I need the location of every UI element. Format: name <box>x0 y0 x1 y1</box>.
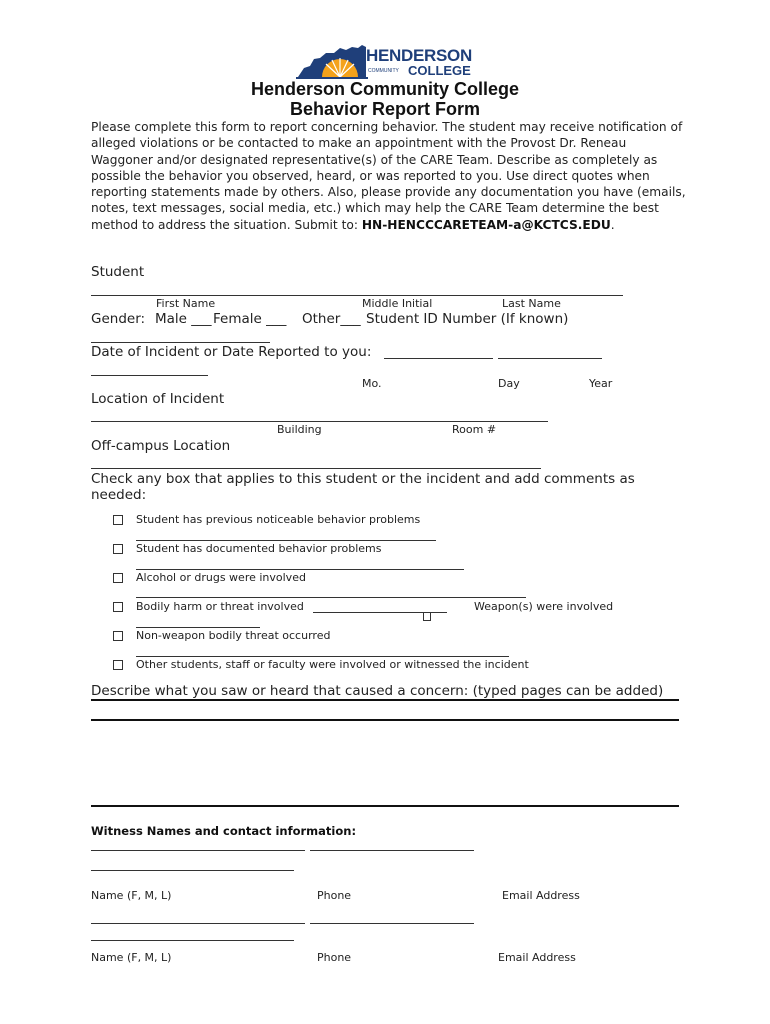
intro-paragraph <box>91 119 691 233</box>
checkbox-alcohol-drugs-label: Alcohol or drugs were involved <box>136 571 306 584</box>
student-name-line[interactable] <box>91 295 623 296</box>
checkbox-previous-behavior[interactable] <box>113 515 123 525</box>
month-caption: Mo. <box>362 377 382 390</box>
witness-label: Witness Names and contact information: <box>91 824 357 838</box>
witness1-phone-caption: Phone <box>317 889 352 902</box>
checkbox-documented-behavior[interactable] <box>113 544 123 554</box>
witness1-name-caption: Name (F, M, L) <box>91 889 172 902</box>
intro-text: Please complete this form to report concerning behavior. The student may receive notification of alleged violations or be contacted to make an appointment with the Provost Dr. Reneau Waggoner and/or designated representative(s) of the CARE Team. Describe as completely as possible the behavior you observed, heard, or was reported to you. Use direct quotes when reporting statements made by others. Also, please provide any documentation you have (emails, notes, text messages, social media, etc.) which may help the CARE Team determine the best method to address the situation. Submit to: <box>91 120 686 232</box>
checkbox-alcohol-drugs[interactable] <box>113 573 123 583</box>
location-line[interactable] <box>91 421 548 422</box>
comment-line-1[interactable] <box>136 540 436 541</box>
offcampus-line[interactable] <box>91 468 541 469</box>
student-label: Student <box>91 264 145 280</box>
logo-wordmark-top: HENDERSON <box>366 46 472 65</box>
describe-line-2[interactable] <box>91 719 679 721</box>
page-subtitle: Behavior Report Form <box>289 99 481 119</box>
comment-line-3[interactable] <box>136 597 526 598</box>
logo-wordmark-bottom: COLLEGE <box>408 63 471 78</box>
checkbox-documented-behavior-label: Student has documented behavior problems <box>136 542 382 555</box>
comment-line-4[interactable] <box>136 627 260 628</box>
checkbox-others-involved-label: Other students, staff or faculty were involved or witnessed the incident <box>136 658 529 671</box>
gender-female-option[interactable]: Female ___ <box>213 311 287 327</box>
describe-line-1[interactable] <box>91 699 679 701</box>
page-title: Henderson Community College <box>250 79 520 99</box>
last-name-caption: Last Name <box>502 297 561 310</box>
checkbox-weapon[interactable] <box>423 612 431 621</box>
student-id-label: Student ID Number (If known) <box>366 311 569 327</box>
checkbox-bodily-harm[interactable] <box>113 602 123 612</box>
student-id-line[interactable] <box>91 342 270 343</box>
building-caption: Building <box>277 423 322 436</box>
witness1-email-caption: Email Address <box>502 889 580 902</box>
date-label: Date of Incident or Date Reported to you: <box>91 344 372 360</box>
witness2-email-line[interactable] <box>91 940 294 941</box>
witness1-phone-line[interactable] <box>310 850 474 851</box>
gender-label: Gender: <box>91 311 146 327</box>
intro-end: . <box>610 217 615 232</box>
checkbox-bodily-harm-label: Bodily harm or threat involved <box>136 600 304 613</box>
witness2-phone-line[interactable] <box>310 923 474 924</box>
checkbox-others-involved[interactable] <box>113 660 123 670</box>
location-label: Location of Incident <box>91 391 225 407</box>
gender-other-option[interactable]: Other___ <box>302 311 361 327</box>
date-year-line[interactable] <box>91 375 208 376</box>
witness2-email-caption: Email Address <box>498 951 576 964</box>
day-caption: Day <box>498 377 520 390</box>
offcampus-label: Off-campus Location <box>91 438 231 454</box>
comment-line-5[interactable] <box>136 656 509 657</box>
gender-male-option[interactable]: Male ___ <box>155 311 212 327</box>
comment-line-2[interactable] <box>136 569 464 570</box>
logo-wordmark-small: COMMUNITY <box>368 68 399 74</box>
date-day-line[interactable] <box>498 358 602 359</box>
submit-email[interactable]: HN-HENCCCARETEAM-a@KCTCS.EDU <box>361 217 611 232</box>
checkbox-nonweapon-threat-label: Non-weapon bodily threat occurred <box>136 629 331 642</box>
middle-initial-caption: Middle Initial <box>362 297 433 310</box>
describe-line-3[interactable] <box>91 805 679 807</box>
date-month-line[interactable] <box>384 358 493 359</box>
witness1-email-line[interactable] <box>91 870 294 871</box>
kentucky-sunrise-icon <box>296 44 368 80</box>
first-name-caption: First Name <box>156 297 216 310</box>
checkbox-previous-behavior-label: Student has previous noticeable behavior problems <box>136 513 421 526</box>
witness2-name-caption: Name (F, M, L) <box>91 951 172 964</box>
witness2-phone-caption: Phone <box>317 951 352 964</box>
college-logo <box>296 44 478 80</box>
witness1-name-line[interactable] <box>91 850 305 851</box>
witness2-name-line[interactable] <box>91 923 305 924</box>
checkbox-weapon-label: Weapon(s) were involved <box>474 600 614 613</box>
describe-label: Describe what you saw or heard that caused a concern: (typed pages can be added) <box>91 683 664 699</box>
year-caption: Year <box>589 377 613 390</box>
room-caption: Room # <box>452 423 497 436</box>
checklist-intro: Check any box that applies to this student or the incident and add comments as needed: <box>91 471 635 503</box>
checkbox-nonweapon-threat[interactable] <box>113 631 123 641</box>
